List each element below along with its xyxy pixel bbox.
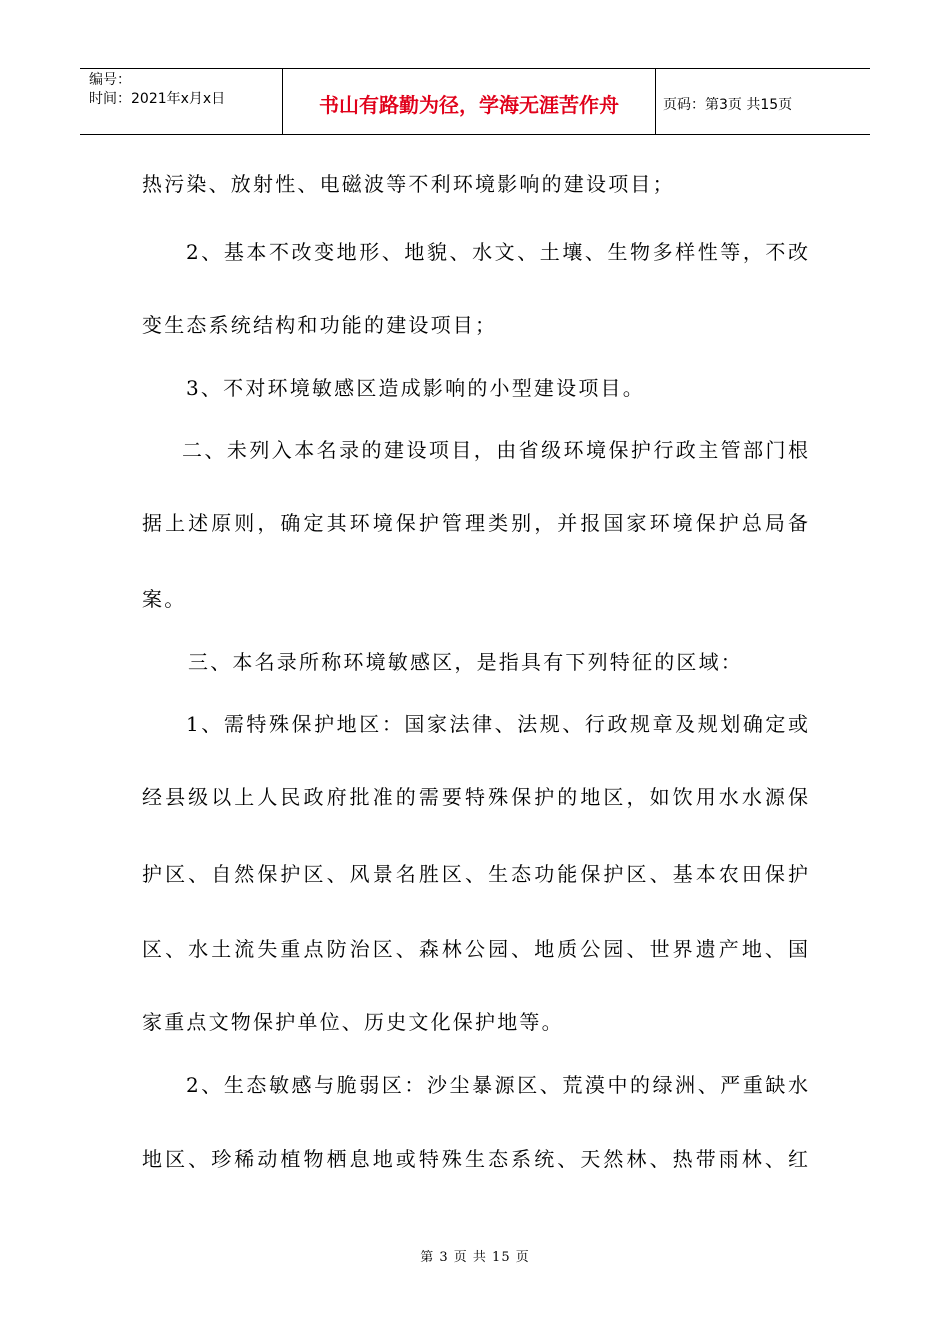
body-line: 变生态系统结构和功能的建设项目； [142, 313, 498, 337]
page-footer: 第 3 页 共 15 页 [420, 1250, 530, 1265]
body-line: 经县级以上人民政府批准的需要特殊保护的地区，如饮用水水源保 [142, 785, 808, 809]
document-number-label: 编号： [89, 72, 131, 88]
body-line: 热污染、放射性、电磁波等不利环境影响的建设项目； [142, 172, 675, 196]
document-time-label: 时间：2021年x月x日 [89, 91, 226, 107]
body-line: 三、本名录所称环境敏感区，是指具有下列特征的区域： [188, 650, 743, 674]
header-meta [80, 69, 283, 134]
body-line: 1、需特殊保护地区：国家法律、法规、行政规章及规划确定或 [186, 712, 808, 736]
body-line: 护区、自然保护区、风景名胜区、生态功能保护区、基本农田保护 [142, 862, 808, 886]
body-line: 3、不对环境敏感区造成影响的小型建设项目。 [186, 376, 645, 400]
body-line: 区、水土流失重点防治区、森林公园、地质公园、世界遗产地、国 [142, 937, 808, 961]
body-line: 二、未列入本名录的建设项目，由省级环境保护行政主管部门根 [182, 438, 808, 462]
body-line: 案。 [142, 587, 187, 611]
header-motto: 书山有路勤为径，学海无涯苦作舟 [283, 69, 656, 134]
document-header [80, 68, 870, 135]
body-line: 2、基本不改变地形、地貌、水文、土壤、生物多样性等，不改 [186, 240, 808, 264]
body-line: 据上述原则，确定其环境保护管理类别，并报国家环境保护总局备 [142, 511, 808, 535]
body-line: 家重点文物保护单位、历史文化保护地等。 [142, 1010, 564, 1034]
body-line: 地区、珍稀动植物栖息地或特殊生态系统、天然林、热带雨林、红 [142, 1147, 808, 1171]
header-page-info: 页码：第3页 共15页 [663, 96, 793, 113]
body-line: 2、生态敏感与脆弱区：沙尘暴源区、荒漠中的绿洲、严重缺水 [186, 1073, 808, 1097]
